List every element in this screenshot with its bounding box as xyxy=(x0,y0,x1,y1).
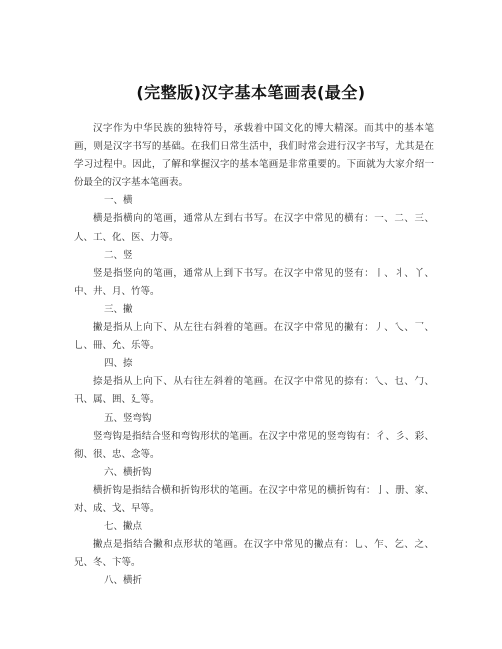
section-heading-piedian: 七、撇点 xyxy=(104,521,143,533)
section-body-hengzhegou: 横折钩是指结合横和折钩形状的笔画。在汉字中常见的横折钩有：亅、册、家、对、成、戈、早等。 xyxy=(74,484,434,514)
section-heading-shu: 二、竖 xyxy=(104,249,133,261)
section-body-shuwangou: 竖弯钩是指结合竖和弯钩形状的笔画。在汉字中常见的竖弯钩有：彳、彡、彩、彻、很、忠、念等。 xyxy=(74,430,434,460)
section-body-shu: 竖是指竖向的笔画，通常从上到下书写。在汉字中常见的竖有：丨、丬、丫、中、井、月、竹等。 xyxy=(74,267,434,297)
section-heading-na: 四、捺 xyxy=(104,358,133,370)
section-body-heng: 横是指横向的笔画，通常从左到右书写。在汉字中常见的横有：一、二、三、人、工、化、医、力等。 xyxy=(74,213,434,243)
document-body xyxy=(74,120,434,590)
section-heading-heng: 一、横 xyxy=(104,195,133,207)
section-heading-shuwangou: 五、竖弯钩 xyxy=(104,412,152,424)
page-title: (完整版)汉字基本笔画表(最全) xyxy=(136,83,366,102)
section-heading-hengzhe: 八、横折 xyxy=(104,575,143,587)
section-body-pie: 撇是指从上向下、从左往右斜着的笔画。在汉字中常见的撇有：丿、乀、乛、乚、冊、允、乐等。 xyxy=(74,322,434,352)
intro-paragraph: 汉字作为中华民族的独特符号，承载着中国文化的博大精深。而其中的基本笔画，则是汉字书写的基础。在我们日常生活中，我们时常会进行汉字书写，尤其是在学习过程中。因此，了解和掌握汉字的基本笔画是非常重要的。下面就为大家介绍一份最全的汉字基本笔画表。 xyxy=(74,123,434,189)
section-heading-hengzhegou: 六、横折钩 xyxy=(104,466,152,478)
section-heading-pie: 三、撇 xyxy=(104,303,133,315)
section-body-na: 捺是指从上向下、从右往左斜着的笔画。在汉字中常见的捺有：乀、乜、勹、卂、属、囲、廴等。 xyxy=(74,376,434,406)
section-body-piedian: 撇点是指结合撇和点形状的笔画。在汉字中常见的撇点有：乚、乍、乞、之、兄、冬、卞等。 xyxy=(74,539,434,569)
